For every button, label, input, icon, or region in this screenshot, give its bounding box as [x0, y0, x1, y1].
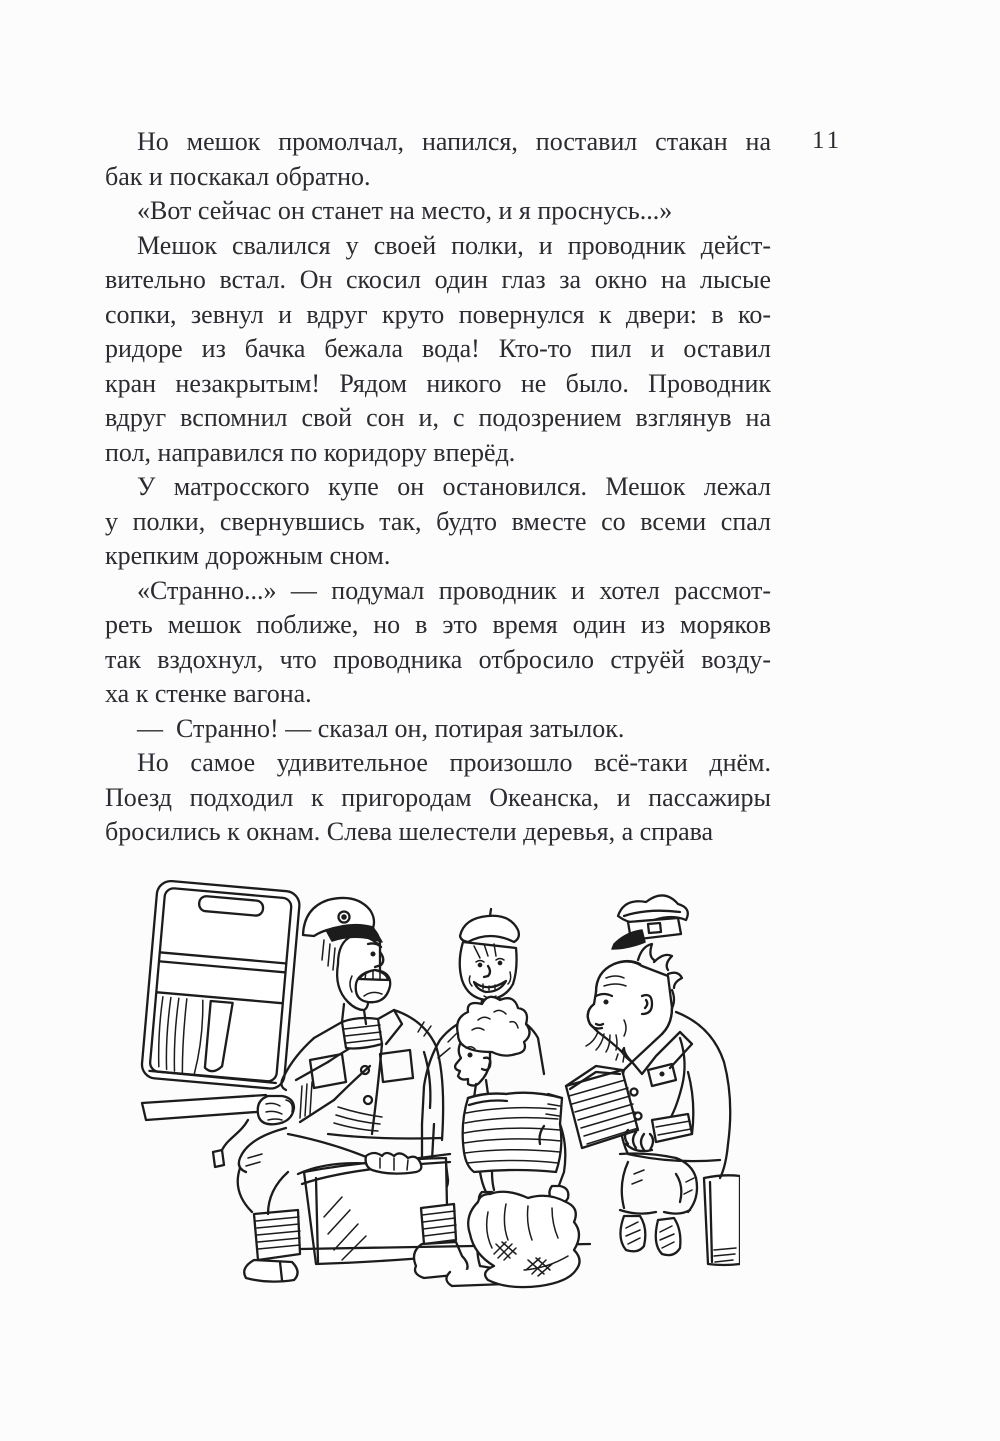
compartment-scene-drawing	[128, 872, 740, 1317]
flying-cap-icon	[612, 895, 688, 949]
text-line: кран незакрытым! Рядом никого не было. Проводник	[105, 368, 771, 398]
ticket-book-icon	[566, 1066, 653, 1151]
text-line: крепким дорожным сном.	[105, 541, 391, 570]
text-line: — Странно! — сказал он, потирая затылок.	[137, 713, 625, 743]
text-line: У матросского купе он остановился. Мешок лежал	[137, 472, 771, 501]
text-line: вительно встал. Он скосил один глаз за окно на лысые	[105, 265, 771, 294]
text-line: вдруг вспомнил свой сон и, с подозрением взглянув на	[105, 403, 771, 432]
text-line: «Странно...» — подумал проводник и хотел рассмот-	[137, 575, 771, 605]
text-line: реть мешок поближе, но в это время один из моряков	[105, 610, 771, 639]
train-window-icon	[141, 880, 301, 1090]
text-block	[105, 125, 771, 850]
text-line: у полки, свернувшись так, будто вместе со всеми спал	[105, 506, 771, 536]
text-line: бросились к окнам. Слева шелестели деревья, а справа	[105, 817, 714, 846]
text-line: пол, направился по коридору вперёд.	[105, 437, 516, 467]
text-line: «Вот сейчас он станет на место, и я проснусь...»	[137, 196, 673, 225]
page-number: 11	[812, 127, 843, 154]
text-line: Мешок свалился у своей полки, и проводник дейст-	[137, 230, 771, 260]
illustration	[128, 872, 740, 1317]
text-line: бак и поскакал обратно.	[105, 161, 371, 191]
text-line: ха к стенке вагона.	[105, 679, 312, 708]
text-line: Но мешок промолчал, напился, поставил стакан на	[137, 127, 771, 156]
text-line: ридоре из бачка бежала вода! Кто-то пил и оставил	[105, 334, 771, 363]
text-line: сопки, зевнул и вдруг круто повернулся к двери: в ко-	[105, 299, 771, 329]
text-line: так вздохнул, что проводника отбросило струёй возду-	[105, 644, 771, 674]
text-line: Поезд подходил к пригородам Океанска, и пассажиры	[105, 782, 771, 812]
sack-icon	[468, 1192, 579, 1287]
folding-table-icon	[142, 1095, 270, 1167]
text-line: Но самое удивительное произошло всё-таки днём.	[137, 748, 771, 777]
